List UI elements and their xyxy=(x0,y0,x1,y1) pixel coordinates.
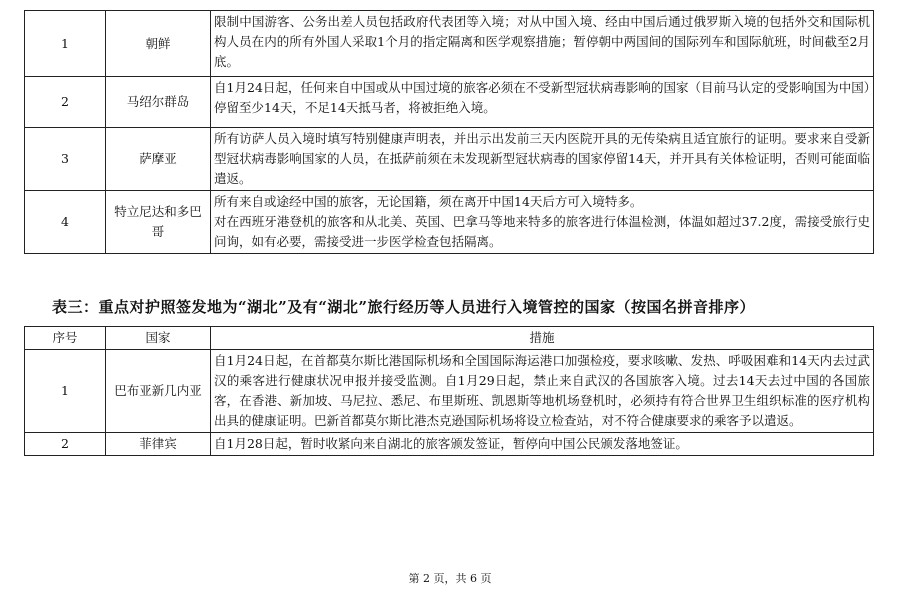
row-number: 2 xyxy=(25,433,106,456)
table-three-title: 表三：重点对护照签发地为“湖北”及有“湖北”旅行经历等人员进行入境管控的国家（按国名拼音排序） xyxy=(52,298,756,316)
table-row xyxy=(25,77,874,128)
measures: 限制中国游客、公务出差人员包括政府代表团等入境；对从中国入境、经由中国后通过俄罗斯入境的包括外交和国际机构人员在内的所有外国人采取1个月的指定隔离和医学观察措施；暂停朝中两国间的国际列车和国际航班，时间截至2月底。 xyxy=(211,11,874,77)
header-number: 序号 xyxy=(25,327,106,350)
row-number: 1 xyxy=(25,11,106,77)
country: 马绍尔群岛 xyxy=(106,77,211,128)
table-header-row xyxy=(25,327,874,350)
table-row xyxy=(25,433,874,456)
table-row xyxy=(25,191,874,254)
table-row xyxy=(25,350,874,433)
measures-line: 对在西班牙港登机的旅客和从北美、英国、巴拿马等地来特多的旅客进行体温检测，体温如超过37.2度，需接受旅行史问询，如有必要，需接受进一步医学检查包括隔离。 xyxy=(214,214,870,249)
table-two-continued xyxy=(24,10,874,254)
header-country: 国家 xyxy=(106,327,211,350)
measures: 自1月28日起，暂时收紧向来自湖北的旅客颁发签证，暂停向中国公民颁发落地签证。 xyxy=(211,433,874,456)
row-number: 3 xyxy=(25,128,106,191)
country: 巴布亚新几内亚 xyxy=(106,350,211,433)
measures xyxy=(211,191,874,254)
country: 萨摩亚 xyxy=(106,128,211,191)
table-row xyxy=(25,11,874,77)
measures-line: 所有来自或途经中国的旅客，无论国籍，须在离开中国14天后方可入境特多。 xyxy=(214,194,643,209)
row-number: 1 xyxy=(25,350,106,433)
table-row xyxy=(25,128,874,191)
header-measures: 措施 xyxy=(211,327,874,350)
measures: 自1月24日起，任何来自中国或从中国过境的旅客必须在不受新型冠状病毒影响的国家（目前马认定的受影响国为中国）停留至少14天，不足14天抵马者，将被拒绝入境。 xyxy=(211,77,874,128)
row-number: 4 xyxy=(25,191,106,254)
measures: 自1月24日起，在首都莫尔斯比港国际机场和全国国际海运港口加强检疫，要求咳嗽、发热、呼吸困难和14天内去过武汉的乘客进行健康状况申报并接受监测。自1月29日起，禁止来自武汉的各国旅客入境。过去14天去过中国的各国旅客，在香港、新加坡、马尼拉、悉尼、布里斯班、凯恩斯等地机场登机时，必须持有符合世界卫生组织标准的医疗机构出具的健康证明。巴新首都莫尔斯比港杰克逊国际机场将设立检查站，对不符合健康要求的乘客予以遣返。 xyxy=(211,350,874,433)
table-three xyxy=(24,326,874,456)
country: 特立尼达和多巴哥 xyxy=(106,191,211,254)
country: 菲律宾 xyxy=(106,433,211,456)
row-number: 2 xyxy=(25,77,106,128)
page-footer: 第 2 页，共 6 页 xyxy=(408,572,492,585)
country: 朝鲜 xyxy=(106,11,211,77)
measures: 所有访萨人员入境时填写特别健康声明表，并出示出发前三天内医院开具的无传染病且适宜旅行的证明。要求来自受新型冠状病毒影响国家的人员，在抵萨前须在未发现新型冠状病毒的国家停留14天，并开具有关体检证明，否则可能面临遣返。 xyxy=(211,128,874,191)
